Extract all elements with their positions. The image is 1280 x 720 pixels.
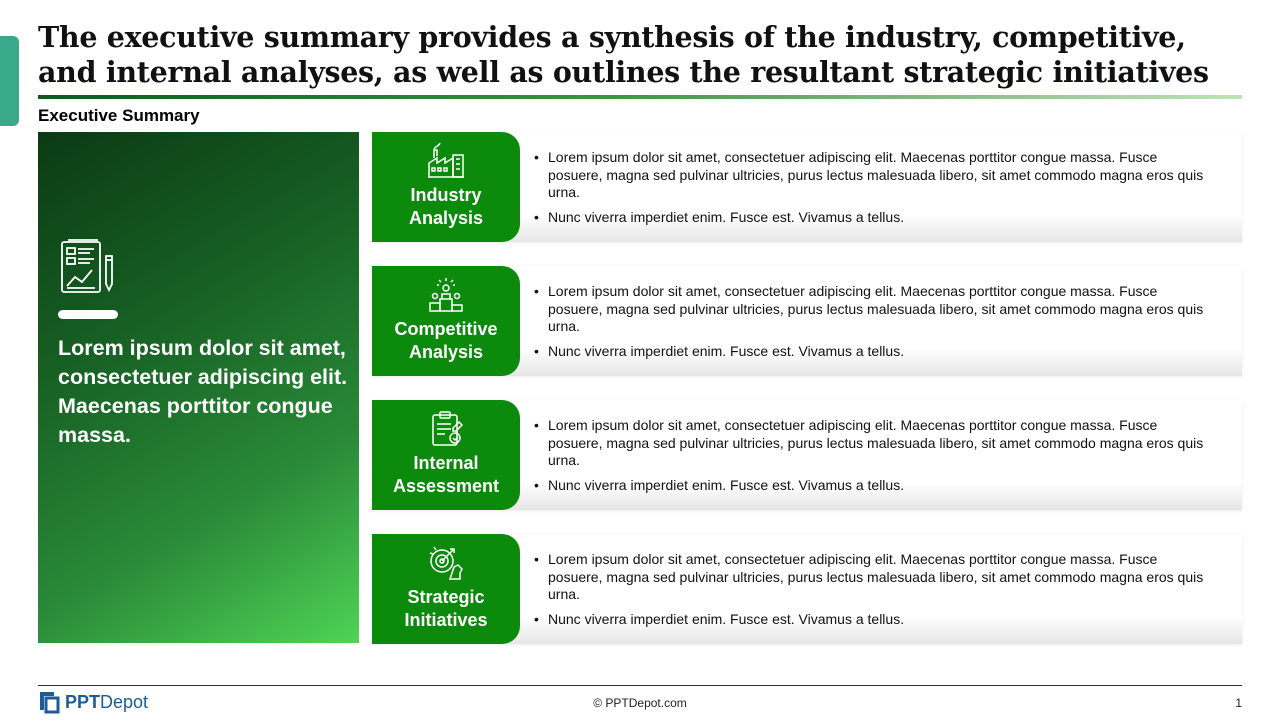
row-label: Internal Assessment [392,453,500,496]
row-label-box [372,132,520,242]
bullet-list [534,417,1214,501]
report-chart-icon [58,236,118,296]
section-subtitle: Executive Summary [38,106,200,125]
bullet-item: • Nunc viverra imperdiet enim. Fusce est. Vivamus a tellus. [534,343,1214,361]
row-label-box [372,400,520,510]
bullet-item: • Nunc viverra imperdiet enim. Fusce est. Vivamus a tellus. [534,209,1214,227]
row-label: Industry Analysis [408,185,484,228]
row-label: Strategic Initiatives [404,587,488,630]
summary-panel [38,132,359,643]
row-label-box [372,266,520,376]
bullet-item: • Lorem ipsum dolor sit amet, consectetuer adipiscing elit. Maecenas porttitor congue massa. Fusce posuere, magna sed pulvinar ultricies, purus lectus malesuada libero, sit amet commodo magna eros quis urna. [534,551,1214,604]
panel-divider-bar [58,310,118,319]
row-label: Competitive Analysis [394,319,498,362]
factory-icon [426,141,466,181]
page-number: 1 [1235,696,1242,710]
summary-row-competitive [372,266,1242,376]
bullet-item: • Nunc viverra imperdiet enim. Fusce est. Vivamus a tellus. [534,477,1214,495]
bullet-list [534,149,1214,233]
bullet-item: • Lorem ipsum dolor sit amet, consectetuer adipiscing elit. Maecenas porttitor congue massa. Fusce posuere, magna sed pulvinar ultricies, purus lectus malesuada libero, sit amet commodo magna eros quis urna. [534,149,1214,202]
bullet-item: • Nunc viverra imperdiet enim. Fusce est. Vivamus a tellus. [534,611,1214,629]
bullet-list [534,551,1214,635]
summary-row-industry [372,132,1242,242]
title-divider [38,95,1242,99]
summary-row-strategic [372,534,1242,644]
clipboard-check-icon [426,409,466,449]
slide-title: The executive summary provides a synthesis of the industry, competitive, and internal analyses, as well as outlines the resultant strategic initiatives [38,20,1209,89]
summary-text: Lorem ipsum dolor sit amet, consectetuer adipiscing elit. Maecenas porttitor congue massa. [58,336,348,447]
summary-row-internal [372,400,1242,510]
podium-icon [426,275,466,315]
bullet-list [534,283,1214,367]
footer-divider [38,685,1242,686]
accent-tab [0,36,19,126]
copyright-text: © PPTDepot.com [593,696,687,710]
logo-wordmark: PPTDepot [65,691,149,712]
bullet-item: • Lorem ipsum dolor sit amet, consectetuer adipiscing elit. Maecenas porttitor congue massa. Fusce posuere, magna sed pulvinar ultricies, purus lectus malesuada libero, sit amet commodo magna eros quis urna. [534,417,1214,470]
target-strategy-icon [426,543,466,583]
bullet-item: • Lorem ipsum dolor sit amet, consectetuer adipiscing elit. Maecenas porttitor congue massa. Fusce posuere, magna sed pulvinar ultricies, purus lectus malesuada libero, sit amet commodo magna eros quis urna. [534,283,1214,336]
row-label-box [372,534,520,644]
